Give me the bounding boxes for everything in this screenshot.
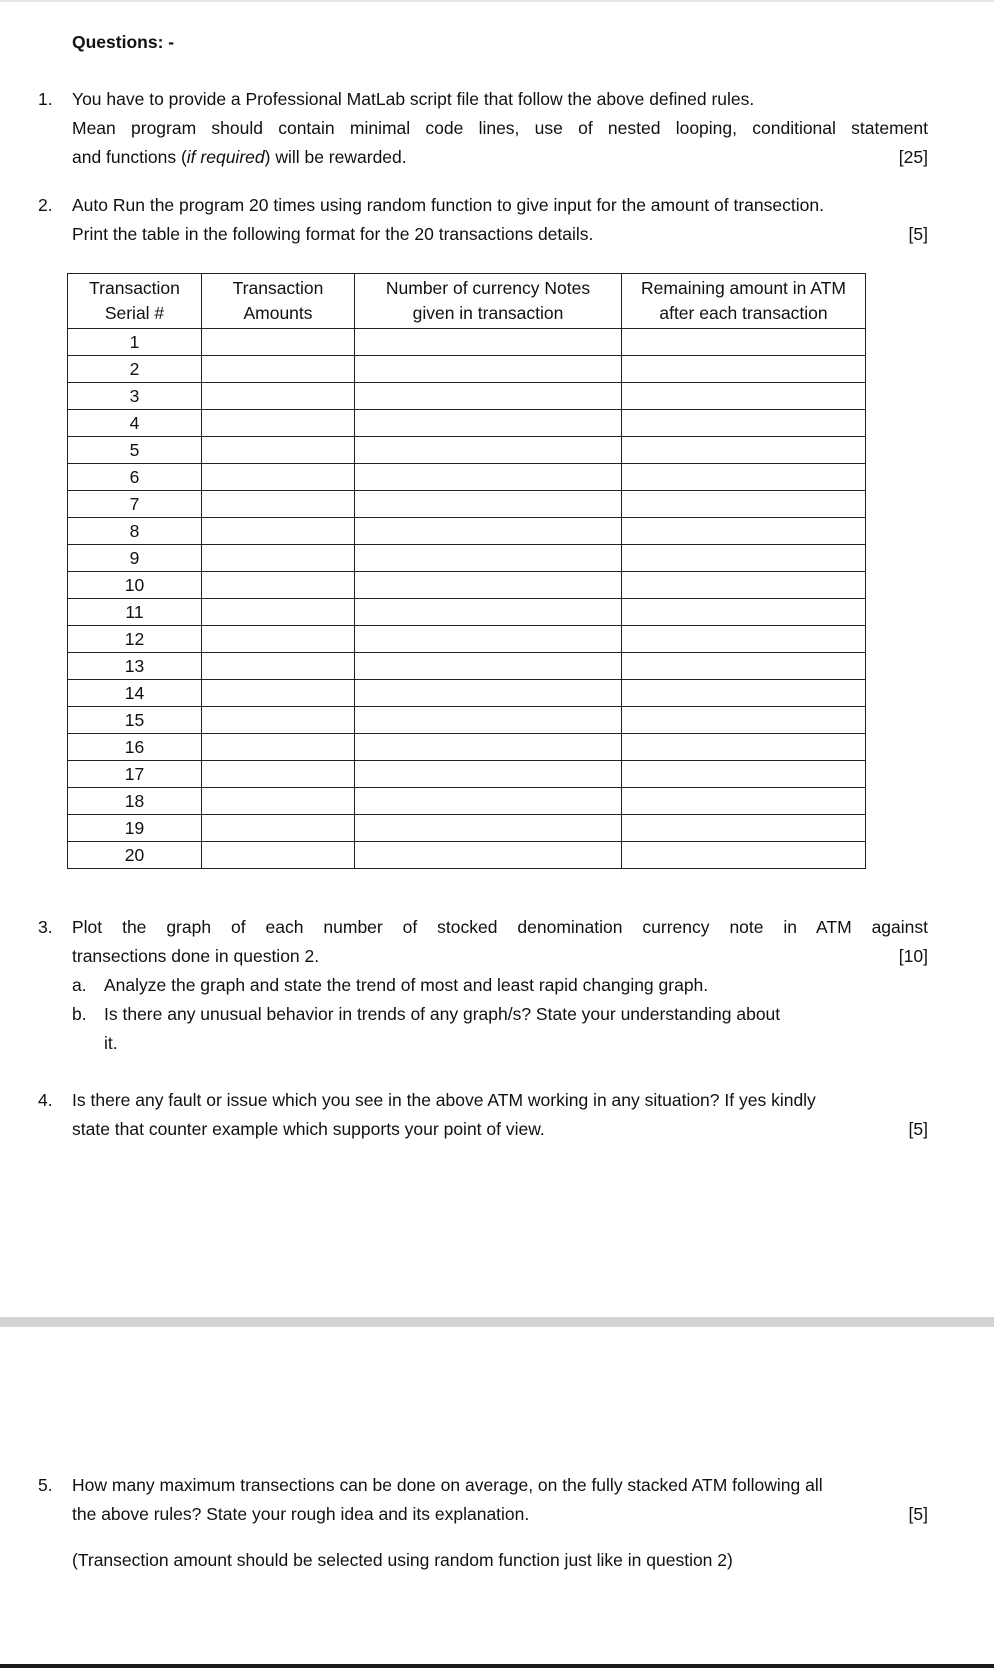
remaining-cell: [622, 437, 866, 464]
amount-cell: [202, 572, 355, 599]
serial-cell: 13: [68, 653, 202, 680]
question-text-line: [72, 143, 928, 172]
header-text: Transaction: [89, 278, 180, 298]
remaining-cell: [622, 410, 866, 437]
table-body: [68, 329, 866, 869]
marks-label: [5]: [908, 1504, 928, 1524]
text-fragment: ) will be rewarded.: [264, 147, 407, 167]
table-row: [68, 464, 866, 491]
notes-cell: [355, 329, 622, 356]
notes-cell: [355, 356, 622, 383]
amount-cell: [202, 707, 355, 734]
question-number: 3.: [38, 917, 53, 937]
question-text-line: Plot the graph of each number of stocked denomination currency note in ATM against: [72, 917, 928, 937]
amount-cell: [202, 356, 355, 383]
table-row: [68, 437, 866, 464]
transactions-table: [67, 273, 866, 869]
remaining-cell: [622, 518, 866, 545]
serial-cell: 9: [68, 545, 202, 572]
notes-cell: [355, 518, 622, 545]
table-row: [68, 788, 866, 815]
text-fragment: state that counter example which supports your point of view.: [72, 1119, 545, 1139]
emphasis-text: if required: [186, 147, 265, 167]
header-text: given in transaction: [412, 303, 564, 323]
serial-cell: 18: [68, 788, 202, 815]
table-row: [68, 599, 866, 626]
amount-cell: [202, 842, 355, 869]
notes-cell: [355, 815, 622, 842]
serial-cell: 10: [68, 572, 202, 599]
remaining-cell: [622, 815, 866, 842]
notes-cell: [355, 842, 622, 869]
notes-cell: [355, 383, 622, 410]
serial-cell: 4: [68, 410, 202, 437]
notes-cell: [355, 464, 622, 491]
question-number: 2.: [38, 195, 53, 215]
question-text-line: [72, 220, 928, 249]
remaining-cell: [622, 491, 866, 518]
serial-cell: 14: [68, 680, 202, 707]
question-text-line: Mean program should contain minimal code lines, use of nested looping, conditional statement: [72, 118, 928, 138]
remaining-cell: [622, 626, 866, 653]
amount-cell: [202, 329, 355, 356]
serial-cell: 15: [68, 707, 202, 734]
questions-heading: Questions: -: [72, 32, 175, 52]
sub-question-text: it.: [104, 1033, 118, 1053]
table-row: [68, 518, 866, 545]
notes-cell: [355, 626, 622, 653]
table-row: [68, 545, 866, 572]
question-number: 4.: [38, 1090, 53, 1110]
amount-cell: [202, 761, 355, 788]
amount-cell: [202, 545, 355, 572]
question-text-line: [72, 1115, 928, 1144]
serial-cell: 8: [68, 518, 202, 545]
table-row: [68, 734, 866, 761]
text-fragment: and functions (: [72, 147, 187, 167]
notes-cell: [355, 680, 622, 707]
remaining-cell: [622, 545, 866, 572]
amount-cell: [202, 464, 355, 491]
column-header-remaining: [622, 274, 866, 329]
table-row: [68, 680, 866, 707]
remaining-cell: [622, 356, 866, 383]
serial-cell: 5: [68, 437, 202, 464]
notes-cell: [355, 761, 622, 788]
serial-cell: 16: [68, 734, 202, 761]
page-bottom-edge: [0, 1664, 994, 1668]
question-number: 1.: [38, 89, 53, 109]
serial-cell: 20: [68, 842, 202, 869]
serial-cell: 3: [68, 383, 202, 410]
marks-label: [5]: [908, 224, 928, 244]
header-text: Serial #: [104, 303, 165, 323]
header-text: Transaction: [232, 278, 324, 298]
remaining-cell: [622, 761, 866, 788]
table-row: [68, 491, 866, 518]
column-header-notes: [355, 274, 622, 329]
remaining-cell: [622, 464, 866, 491]
text-fragment: transections done in question 2.: [72, 946, 320, 966]
header-text: after each transaction: [659, 303, 828, 323]
table-row: [68, 383, 866, 410]
column-header-serial: [68, 274, 202, 329]
remaining-cell: [622, 680, 866, 707]
amount-cell: [202, 518, 355, 545]
column-header-amounts: [202, 274, 355, 329]
serial-cell: 11: [68, 599, 202, 626]
notes-cell: [355, 572, 622, 599]
amount-cell: [202, 437, 355, 464]
serial-cell: 17: [68, 761, 202, 788]
sub-question-text: Analyze the graph and state the trend of most and least rapid changing graph.: [104, 975, 709, 995]
remaining-cell: [622, 329, 866, 356]
notes-cell: [355, 788, 622, 815]
table-row: [68, 329, 866, 356]
notes-cell: [355, 707, 622, 734]
text-fragment: the above rules? State your rough idea and its explanation.: [72, 1504, 530, 1524]
marks-label: [10]: [898, 946, 928, 966]
remaining-cell: [622, 383, 866, 410]
marks-label: [5]: [908, 1119, 928, 1139]
note-text: (Transection amount should be selected using random function just like in question 2): [72, 1550, 733, 1570]
remaining-cell: [622, 734, 866, 761]
serial-cell: 1: [68, 329, 202, 356]
notes-cell: [355, 653, 622, 680]
amount-cell: [202, 410, 355, 437]
serial-cell: 2: [68, 356, 202, 383]
table-row: [68, 707, 866, 734]
serial-cell: 6: [68, 464, 202, 491]
amount-cell: [202, 626, 355, 653]
sub-question-label: a.: [72, 975, 87, 995]
marks-label: [25]: [898, 147, 928, 167]
notes-cell: [355, 599, 622, 626]
amount-cell: [202, 599, 355, 626]
table-row: [68, 356, 866, 383]
question-text-line: Is there any fault or issue which you see in the above ATM working in any situation? If yes kindly: [72, 1090, 816, 1110]
question-text-line: Auto Run the program 20 times using random function to give input for the amount of transection.: [72, 195, 824, 215]
header-text: Amounts: [243, 303, 313, 323]
table-row: [68, 842, 866, 869]
header-text: Remaining amount in ATM: [641, 278, 846, 298]
remaining-cell: [622, 653, 866, 680]
sub-question-text: Is there any unusual behavior in trends of any graph/s? State your understanding about: [104, 1004, 781, 1024]
serial-cell: 12: [68, 626, 202, 653]
table-header-row: [68, 274, 866, 329]
amount-cell: [202, 653, 355, 680]
amount-cell: [202, 491, 355, 518]
question-text-line: [72, 1500, 928, 1529]
page-separator: [0, 1317, 994, 1327]
amount-cell: [202, 680, 355, 707]
text-fragment: Print the table in the following format for the 20 transactions details.: [72, 224, 594, 244]
amount-cell: [202, 788, 355, 815]
amount-cell: [202, 815, 355, 842]
notes-cell: [355, 545, 622, 572]
table-row: [68, 572, 866, 599]
serial-cell: 19: [68, 815, 202, 842]
page-top-edge: [0, 0, 994, 2]
table-row: [68, 761, 866, 788]
question-number: 5.: [38, 1475, 53, 1495]
question-text-line: You have to provide a Professional MatLab script file that follow the above defined rules.: [72, 89, 755, 109]
remaining-cell: [622, 572, 866, 599]
table-row: [68, 815, 866, 842]
amount-cell: [202, 383, 355, 410]
notes-cell: [355, 410, 622, 437]
header-text: Number of currency Notes: [385, 278, 591, 298]
notes-cell: [355, 734, 622, 761]
question-text-line: [72, 942, 928, 971]
table-row: [68, 626, 866, 653]
remaining-cell: [622, 599, 866, 626]
notes-cell: [355, 437, 622, 464]
question-text-line: How many maximum transections can be done on average, on the fully stacked ATM following all: [72, 1475, 823, 1495]
notes-cell: [355, 491, 622, 518]
remaining-cell: [622, 788, 866, 815]
sub-question-label: b.: [72, 1004, 87, 1024]
table-row: [68, 653, 866, 680]
serial-cell: 7: [68, 491, 202, 518]
table-row: [68, 410, 866, 437]
amount-cell: [202, 734, 355, 761]
remaining-cell: [622, 842, 866, 869]
remaining-cell: [622, 707, 866, 734]
